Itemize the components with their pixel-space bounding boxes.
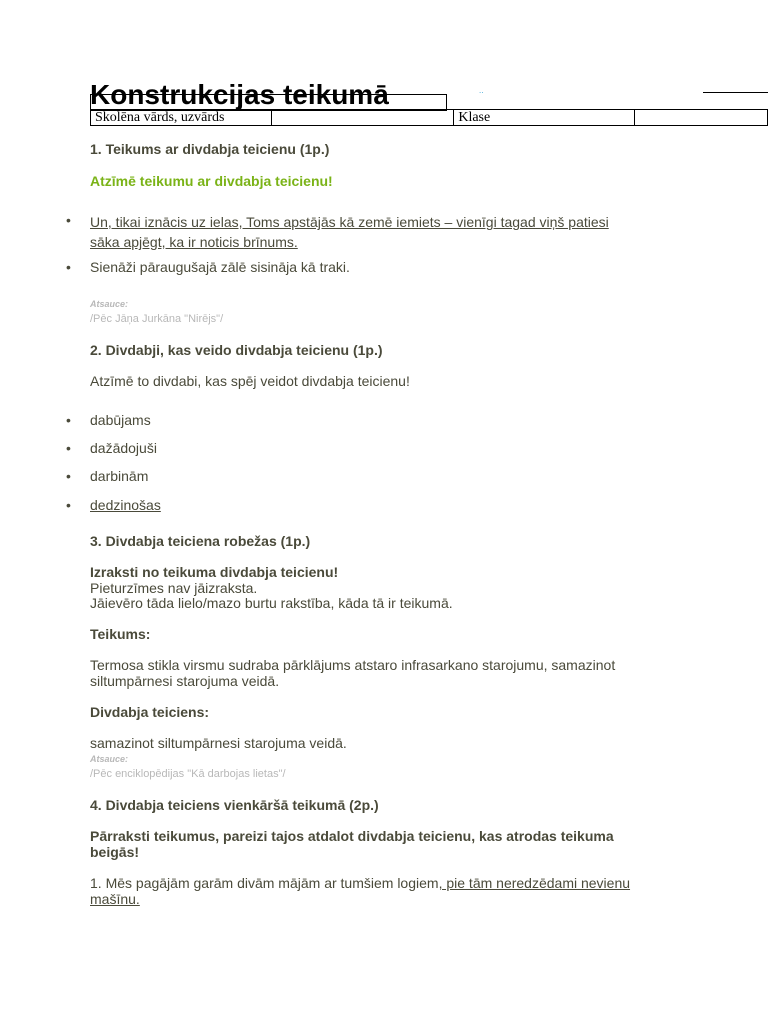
top-right-rule (703, 92, 768, 93)
task2-option[interactable]: darbinām (90, 468, 149, 484)
task3-sentence-label: Teikums: (90, 626, 151, 642)
bullet-icon: • (66, 497, 71, 513)
bullet-icon: • (66, 212, 71, 228)
task1-option-2[interactable]: Sienāži pāraugušajā zālē sisināja kā traki. (90, 259, 350, 275)
task4-item-1-underlined: , pie tām neredzēdami nevienu (438, 875, 631, 891)
task1-source: /Pēc Jāņa Jurkāna "Nirējs"/ (90, 313, 224, 325)
task4-item-1[interactable] (90, 875, 730, 907)
bullet-icon: • (66, 259, 71, 275)
task3-phrase-label: Divdabja teiciens: (90, 704, 210, 720)
task3-sentence-line1: Termosa stikla virsmu sudraba pārklājums atstaro infrasarkano starojumu, samazinot (90, 657, 616, 673)
student-info-table (90, 109, 768, 126)
task4-heading: 4. Divdabja teiciens vienkāršā teikumā (2p.) (90, 797, 379, 813)
task4-item-1-line2: mašīnu. (90, 891, 140, 907)
task1-source-label: Atsauce: (90, 299, 129, 309)
task2-instruction: Atzīmē to divdabi, kas spēj veidot divdabja teicienu! (90, 373, 410, 389)
task1-option-1-line2: sāka apjēgt, ka ir noticis brīnums. (90, 234, 298, 250)
class-label: Klase (454, 110, 635, 126)
task1-instruction: Atzīmē teikumu ar divdabja teicienu! (90, 173, 333, 189)
task3-sentence-line2: siltumpārnesi starojuma veidā. (90, 673, 280, 689)
task3-source-label: Atsauce: (90, 754, 129, 764)
task2-option[interactable]: dabūjams (90, 412, 151, 428)
task1-heading: 1. Teikums ar divdabja teicienu (1p.) (90, 141, 330, 157)
task3-phrase-answer[interactable]: samazinot siltumpārnesi starojuma veidā. (90, 735, 347, 751)
student-name-label: Skolēna vārds, uzvārds (91, 110, 272, 126)
task2-option[interactable]: dažādojuši (90, 440, 157, 456)
document-title: Konstrukcijas teikumā (90, 79, 389, 110)
student-name-field[interactable] (271, 110, 453, 126)
bullet-icon: • (66, 468, 71, 484)
task3-instruction-3: Jāievēro tāda lielo/mazo burtu rakstība, kāda tā ir teikumā. (90, 595, 453, 611)
bullet-icon: • (66, 412, 71, 428)
task1-option-1[interactable] (90, 212, 730, 252)
task3-instruction-2: Pieturzīmes nav jāizraksta. (90, 580, 258, 596)
task4-item-1-text: 1. Mēs pagājām garām divām mājām ar tumšiem logiem (90, 875, 439, 891)
task2-heading: 2. Divdabji, kas veido divdabja teicienu (1p.) (90, 342, 383, 358)
task3-instruction: Izraksti no teikuma divdabja teicienu! (90, 564, 339, 580)
bullet-icon: • (66, 440, 71, 456)
task1-option-1-line1: Un, tikai iznācis uz ielas, Toms apstājās kā zemē iemiets – vienīgi tagad viņš patiesi (90, 214, 609, 230)
task4-instruction-line2: beigās! (90, 844, 140, 860)
decorative-mark: .. (479, 86, 484, 95)
task3-source: /Pēc enciklopēdijas "Kā darbojas lietas"/ (90, 768, 286, 780)
class-field[interactable] (635, 110, 768, 126)
task4-instruction-line1: Pārraksti teikumus, pareizi tajos atdalot divdabja teicienu, kas atrodas teikuma (90, 828, 614, 844)
task3-heading: 3. Divdabja teiciena robežas (1p.) (90, 533, 311, 549)
task2-option[interactable]: dedzinošas (90, 497, 161, 513)
